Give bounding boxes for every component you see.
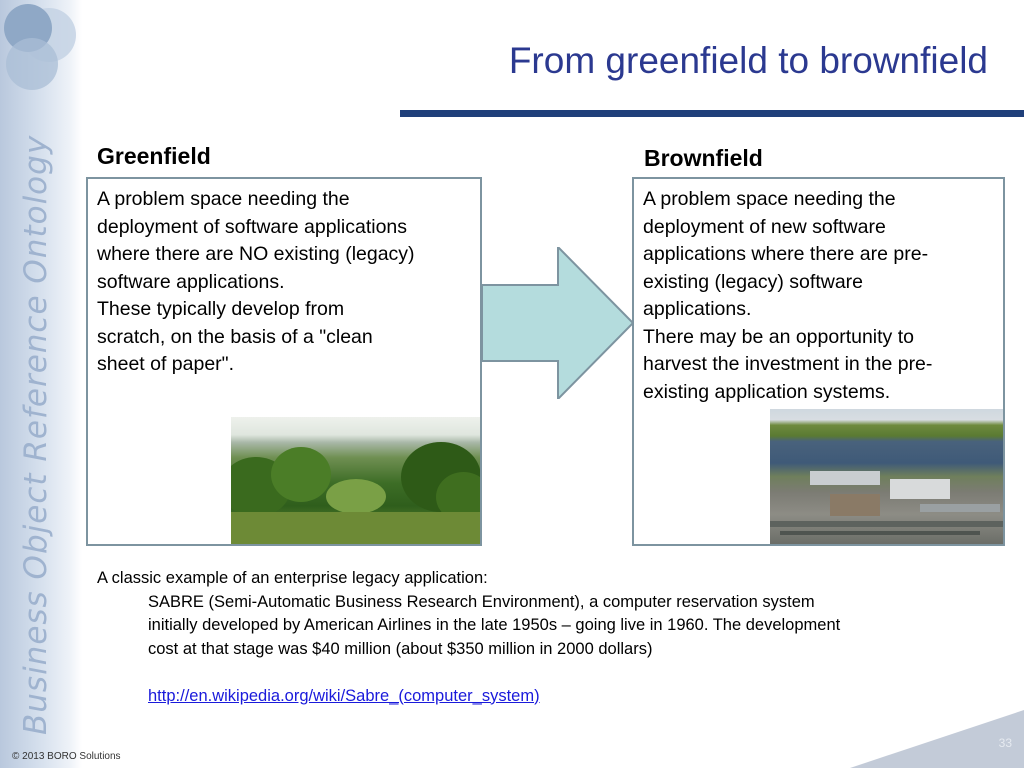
greenfield-line: where there are NO existing (legacy) xyxy=(97,243,415,265)
brownfield-aerial-image xyxy=(770,409,1003,544)
brownfield-line: existing (legacy) software xyxy=(643,270,864,293)
legacy-intro: A classic example of an enterprise legacy application: xyxy=(97,569,488,587)
brownfield-line: applications. xyxy=(643,298,752,320)
brownfield-heading: Brownfield xyxy=(644,145,763,171)
brownfield-line: deployment of new software xyxy=(643,215,886,238)
decorative-circle xyxy=(6,38,58,90)
sidebar-vertical-text: Business Object Reference Ontology xyxy=(18,134,54,735)
copyright: © 2013 BORO Solutions xyxy=(12,751,121,762)
brownfield-line: existing application systems. xyxy=(643,380,891,403)
brownfield-line: A problem space needing the xyxy=(643,188,896,210)
legacy-line: initially developed by American Airlines in the late 1950s – going live in 1960. The development xyxy=(148,616,841,634)
right-arrow-icon xyxy=(470,247,636,399)
title-rule xyxy=(400,110,1024,117)
greenfield-line: These typically develop from xyxy=(97,298,345,320)
brownfield-line: harvest the investment in the pre- xyxy=(643,353,933,375)
legacy-example xyxy=(97,567,997,708)
slide-title: From greenfield to brownfield xyxy=(508,40,988,81)
brownfield-line: applications where there are pre- xyxy=(643,243,929,265)
sabre-wikipedia-link[interactable]: http://en.wikipedia.org/wiki/Sabre_(computer_system) xyxy=(148,686,540,705)
greenfield-line: scratch, on the basis of a "clean xyxy=(97,325,373,348)
greenfield-line: deployment of software applications xyxy=(97,215,408,238)
page-number: 33 xyxy=(998,736,1012,750)
greenfield-line: software applications. xyxy=(97,270,285,293)
spacer xyxy=(97,661,997,685)
greenfield-landscape-image xyxy=(231,417,480,544)
legacy-line: cost at that stage was $40 million (about $350 million in 2000 dollars) xyxy=(148,639,653,658)
greenfield-line: A problem space needing the xyxy=(97,188,350,210)
greenfield-description xyxy=(97,186,472,379)
greenfield-heading: Greenfield xyxy=(97,143,211,169)
brownfield-description xyxy=(643,186,995,406)
greenfield-line: sheet of paper". xyxy=(97,353,235,375)
brownfield-line: There may be an opportunity to xyxy=(643,325,914,348)
legacy-line: SABRE (Semi-Automatic Business Research Environment), a computer reservation system xyxy=(148,592,815,611)
